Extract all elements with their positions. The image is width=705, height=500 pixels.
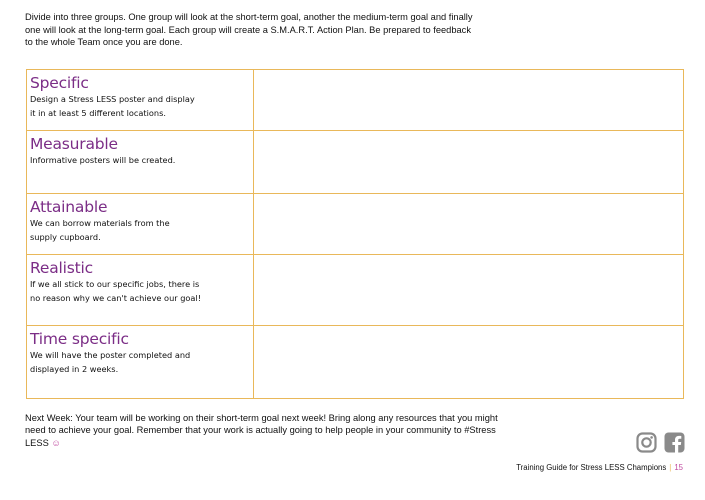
page-number: 15 — [674, 463, 683, 472]
smart-description: We can borrow materials from the supply cupboard. — [30, 218, 170, 242]
smart-label-cell — [27, 70, 254, 131]
smart-label-cell — [27, 194, 254, 255]
facebook-icon[interactable] — [664, 432, 685, 453]
smart-heading: Realistic — [30, 259, 93, 277]
smart-description: Design a Stress LESS poster and display it in at least 5 different locations. — [30, 94, 195, 118]
smart-label-cell — [27, 255, 254, 326]
next-week-text: Next Week: Your team will be working on their short-term goal next week! Bring along any resources that you might need to achieve your goal. Remember that your work is actually going to help people in your community to #Stress LESS — [25, 413, 498, 448]
instagram-icon[interactable] — [636, 432, 657, 453]
smart-row-attainable — [27, 194, 684, 255]
smart-answer-cell[interactable] — [254, 326, 684, 399]
intro-paragraph: Divide into three groups. One group will look at the short-term goal, another the medium-term goal and finally one will look at the long-term goal. Each group will create a S.M.A.R.T. Action Plan. Be prepared to feedback to the whole Team once you are done. — [25, 12, 473, 47]
smart-heading: Attainable — [30, 198, 108, 216]
smart-label-cell — [27, 326, 254, 399]
smart-answer-cell[interactable] — [254, 255, 684, 326]
footer-separator: | — [669, 463, 672, 472]
smart-answer-cell[interactable] — [254, 194, 684, 255]
page-footer — [516, 463, 683, 472]
smiley-icon: ☺ — [51, 437, 61, 448]
smart-description: We will have the poster completed and displayed in 2 weeks. — [30, 350, 191, 374]
smart-row-specific — [27, 70, 684, 131]
smart-description: Informative posters will be created. — [30, 155, 176, 165]
next-week-note — [25, 412, 505, 449]
smart-action-plan-table — [26, 69, 684, 399]
smart-row-time-specific — [27, 326, 684, 399]
smart-label-cell — [27, 131, 254, 194]
guide-title: Training Guide for Stress LESS Champions — [516, 463, 667, 472]
smart-heading: Time specific — [30, 330, 129, 348]
smart-row-measurable — [27, 131, 684, 194]
smart-answer-cell[interactable] — [254, 131, 684, 194]
smart-description: If we all stick to our specific jobs, there is no reason why we can't achieve our goal! — [30, 279, 202, 303]
smart-row-realistic — [27, 255, 684, 326]
social-icons — [636, 432, 685, 453]
smart-heading: Measurable — [30, 135, 118, 153]
smart-heading: Specific — [30, 74, 89, 92]
smart-answer-cell[interactable] — [254, 70, 684, 131]
